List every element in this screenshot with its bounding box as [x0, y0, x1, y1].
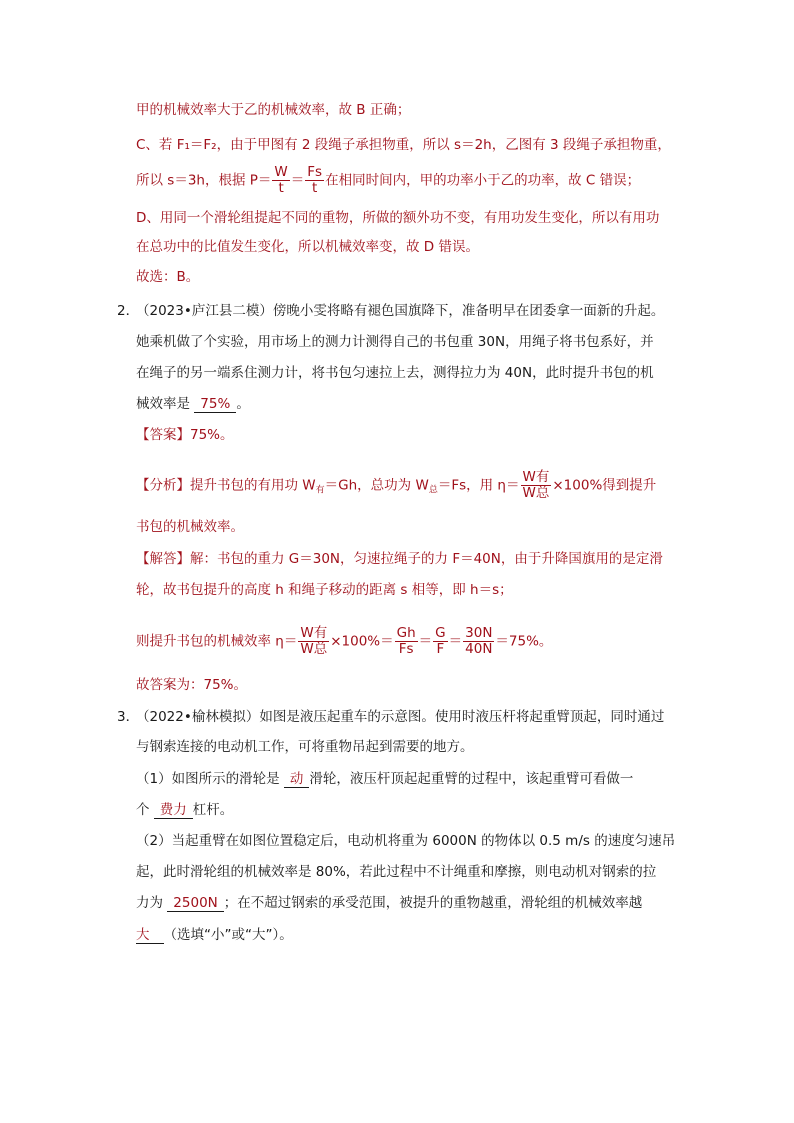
answer-blank: 大	[136, 927, 164, 944]
frac-den: t	[312, 180, 318, 196]
solution-option-d-line1: D、用同一个滑轮组提起不同的重物，所做的额外功不变，有用功发生变化，所以有用功	[136, 210, 660, 226]
subscript: 有	[315, 485, 325, 496]
question-3-line2: 与钢索连接的电动机工作，可将重物吊起到需要的地方。	[136, 739, 474, 755]
fraction-3	[433, 626, 447, 657]
answer-blank: 费力	[154, 802, 193, 819]
text: 解：书包的重力 G＝30N，匀速拉绳子的力 F＝40N，由于升降国旗用的是定滑	[190, 551, 663, 567]
text: 个	[136, 802, 150, 818]
text: 。	[236, 396, 250, 412]
answer-blank: 动	[284, 771, 310, 788]
analysis-row	[136, 470, 656, 501]
text: ＝75%。	[495, 633, 553, 650]
text: ×100%＝	[330, 633, 394, 650]
solve-tag: 【解答】	[136, 551, 190, 567]
frac-num: W	[274, 164, 288, 180]
solution-line-b: 甲的机械效率大于乙的机械效率，故 B 正确；	[136, 102, 411, 118]
text: 则提升书包的机械效率 η＝	[136, 633, 298, 650]
fraction-w-useful-over-total	[521, 470, 552, 501]
frac-den: F	[436, 641, 445, 657]
question-3-part2-line3	[136, 894, 642, 912]
text: （1）如图所示的滑轮是	[136, 771, 280, 787]
answer-tag: 【答案】	[136, 427, 190, 443]
fraction-1	[298, 626, 329, 657]
question-2-number: 2．	[117, 303, 140, 319]
frac-num: W有	[300, 625, 328, 641]
frac-num: Gh	[396, 625, 416, 641]
answer-row	[136, 426, 234, 444]
text: 杠杆。	[192, 802, 234, 818]
subscript: 总	[428, 485, 438, 496]
text: ＝Gh，总功为 W	[324, 477, 429, 494]
fraction-2	[395, 626, 418, 657]
question-3-part2-line4	[136, 926, 293, 944]
frac-num: 30N	[465, 625, 493, 641]
question-2-line1: （2023•庐江县二模）傍晚小雯将略有褪色国旗降下，准备明早在团委拿一面新的升起。	[136, 303, 665, 319]
solution-choose: 故选：B。	[136, 269, 200, 285]
text: ＝	[418, 633, 433, 650]
question-3-part2-line2: 起，此时滑轮组的机械效率是 80%，若此过程中不计绳重和摩擦，则电动机对钢索的拉	[136, 864, 657, 880]
fraction-4	[463, 626, 494, 657]
text: 滑轮，液压杆顶起起重臂的过程中，该起重臂可看做一	[309, 771, 634, 787]
frac-den: 40N	[465, 641, 493, 657]
question-3-part1-line1	[136, 770, 633, 788]
frac-num: Fs	[307, 164, 323, 180]
text: 所以 s＝3h，根据 P＝	[136, 172, 272, 189]
text: 在相同时间内，甲的功率小于乙的功率，故 C 错误；	[325, 172, 641, 189]
question-2-line4	[136, 395, 250, 413]
frac-den: W总	[522, 485, 550, 501]
final-answer: 故答案为：75%。	[136, 677, 248, 693]
frac-den: t	[278, 180, 284, 196]
solution-option-c-line2	[136, 165, 640, 196]
question-3-number: 3．	[117, 709, 140, 725]
text: 械效率是	[136, 396, 190, 412]
fraction-w-over-t	[272, 165, 289, 196]
question-3-part1-line2	[136, 801, 233, 819]
text: ＝	[448, 633, 463, 650]
solve-row1	[136, 550, 663, 568]
fraction-fs-over-t	[305, 165, 324, 196]
solve-row2: 轮，故书包提升的高度 h 和绳子移动的距离 s 相等，即 h＝s；	[136, 582, 513, 598]
solution-option-c-line1: C、若 F₁＝F₂，由于甲图有 2 段绳子承担物重，所以 s＝2h，乙图有 3 段绳子承担物重，	[136, 137, 671, 153]
question-3-part2-line1: （2）当起重臂在如图位置稳定后，电动机将重为 6000N 的物体以 0.5 m/s 的速度匀速吊	[136, 833, 676, 849]
text: （选填“小”或“大”）。	[163, 927, 293, 943]
question-3-line1: （2022•榆林模拟）如图是液压起重车的示意图。使用时液压杆将起重臂顶起，同时通过	[136, 709, 665, 725]
question-2-line3: 在绳子的另一端系住测力计，将书包匀速拉上去，测得拉力为 40N，此时提升书包的机	[136, 365, 654, 381]
text: ×100%得到提升	[552, 477, 657, 494]
frac-num: G	[435, 625, 446, 641]
text: 提升书包的有用功 W	[190, 477, 316, 494]
frac-den: W总	[300, 641, 328, 657]
analysis-tag: 【分析】	[136, 477, 190, 494]
answer-value: 75%。	[190, 427, 234, 443]
text: ＝Fs，用 η＝	[437, 477, 520, 494]
text: ＝	[290, 172, 305, 189]
answer-blank: 75%	[194, 396, 236, 413]
answer-blank: 2500N	[167, 895, 223, 912]
frac-den: Fs	[398, 641, 414, 657]
analysis-line2: 书包的机械效率。	[136, 519, 244, 535]
text: 力为	[136, 895, 163, 911]
question-2-line2: 她乘机做了个实验，用市场上的测力计测得自己的书包重 30N，用绳子将书包系好，并	[136, 334, 654, 350]
solution-option-d-line2: 在总功中的比值发生变化，所以机械效率变，故 D 错误。	[136, 239, 479, 255]
efficiency-formula	[136, 626, 552, 657]
frac-num: W有	[522, 469, 550, 485]
text: ；在不超过钢索的承受范围，被提升的重物越重，滑轮组的机械效率越	[223, 895, 643, 911]
